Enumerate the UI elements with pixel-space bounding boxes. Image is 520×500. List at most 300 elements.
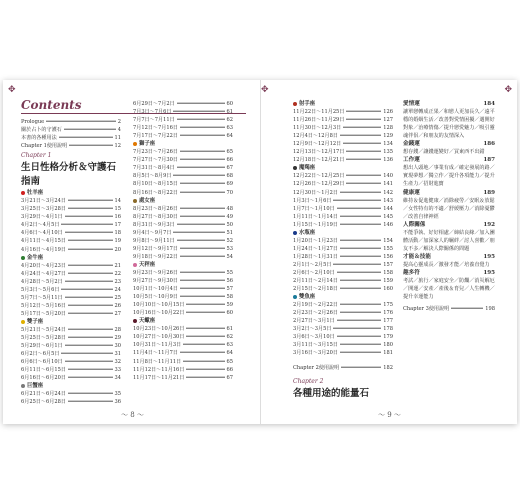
leader-line <box>451 308 483 309</box>
toc-entry-page: 57 <box>226 286 233 293</box>
category-page: 187 <box>483 157 495 164</box>
toc-entry-label: Prologue <box>21 119 45 125</box>
toc-entry-page: 179 <box>383 334 393 341</box>
toc-entry[interactable] <box>21 278 121 286</box>
toc-entry[interactable] <box>293 285 393 293</box>
zodiac-name: 水瓶座 <box>299 229 316 236</box>
toc-entry-page: 154 <box>383 237 393 244</box>
toc-entry-label: 5月17日～5月20日 <box>21 310 66 317</box>
crop-mark-icon: ✥ <box>504 85 512 95</box>
zodiac-name: 天蠍座 <box>139 318 156 325</box>
toc-entry[interactable] <box>21 358 121 366</box>
zodiac-name: 獅子座 <box>139 141 156 148</box>
toc-entry-page: 176 <box>383 310 393 317</box>
toc-entry-label: 1月3日～1月6日 <box>293 197 332 204</box>
leader-line <box>340 248 381 249</box>
toc-entry-label: 4月28日～5月2日 <box>21 278 63 285</box>
zodiac-header <box>21 382 121 390</box>
category-name: 金錢運 <box>403 141 420 148</box>
toc-entry[interactable] <box>21 342 121 350</box>
toc-entry-page: 19 <box>114 238 121 245</box>
toc-entry-page: 182 <box>383 364 393 371</box>
toc-entry-page: 126 <box>383 109 393 116</box>
toc-entry-label: 3月2日～3月5日 <box>293 326 332 333</box>
toc-entry[interactable] <box>293 205 393 213</box>
leader-line <box>177 103 225 104</box>
toc-entry-label: 2月11日～2月14日 <box>293 278 338 285</box>
toc-entry[interactable] <box>133 221 233 229</box>
toc-entry[interactable] <box>133 309 233 317</box>
leader-line <box>177 119 225 120</box>
zodiac-dot-icon <box>133 142 137 146</box>
zodiac-dot-icon <box>133 199 137 203</box>
category-name: 才能＆技能 <box>403 253 431 260</box>
toc-entry-page: 15 <box>114 206 121 213</box>
toc-entry-label: 4月6日～4月10日 <box>21 230 63 237</box>
zodiac-header <box>21 189 121 197</box>
toc-entry-label: 7月17日～7月22日 <box>133 133 178 140</box>
leader-line <box>337 207 382 208</box>
toc-entry-page: 21 <box>114 262 121 269</box>
category-header[interactable] <box>403 156 495 164</box>
zodiac-header <box>293 293 393 301</box>
toc-entry-page: 66 <box>226 157 233 164</box>
toc-entry-page: 128 <box>383 125 393 132</box>
toc-entry-page: 70 <box>226 189 233 196</box>
toc-entry-page: 159 <box>383 278 393 285</box>
toc-entry[interactable] <box>293 108 393 116</box>
leader-line <box>68 200 113 201</box>
toc-entry-page: 56 <box>226 278 233 285</box>
leader-line <box>180 296 225 297</box>
zodiac-dot-icon <box>293 102 297 106</box>
leader-line <box>65 280 113 281</box>
leader-line <box>68 208 113 209</box>
toc-entry[interactable] <box>133 349 233 357</box>
toc-entry-label: 1月15日～1月19日 <box>293 221 338 228</box>
toc-entry-label: 10月16日～10月22日 <box>133 310 185 317</box>
zodiac-name: 天秤座 <box>139 261 156 268</box>
toc-entry[interactable] <box>133 285 233 293</box>
leader-line <box>68 337 113 338</box>
toc-entry[interactable] <box>133 245 233 253</box>
category-description: 想出人頭地／事業有成／確定發展的路／實現夢想／獨立作／提升各項能力／提升生產力／招財進寶 <box>403 165 495 188</box>
leader-line <box>183 360 224 361</box>
toc-entry-page: 59 <box>226 302 233 309</box>
leader-line <box>180 215 225 216</box>
zodiac-name: 處女座 <box>139 197 156 204</box>
toc-entry[interactable] <box>133 100 233 108</box>
zodiac-dot-icon <box>293 295 297 299</box>
toc-entry-page: 28 <box>114 326 121 333</box>
leader-line <box>68 329 113 330</box>
chapter-1-title: 生日性格分析＆守護石指南 <box>21 162 117 188</box>
leader-line <box>340 215 381 216</box>
toc-entry-page: 65 <box>226 149 233 156</box>
toc-entry[interactable] <box>21 326 121 334</box>
leader-line <box>346 159 381 160</box>
toc-entry-label: 4月20日～4月23日 <box>21 262 66 269</box>
toc-entry-label: 2月6日～2月10日 <box>293 269 335 276</box>
category-header[interactable] <box>403 269 495 277</box>
leader-line <box>61 224 112 225</box>
toc-entry[interactable] <box>293 116 393 124</box>
toc-entry-label: 7月31日～8月4日 <box>133 165 175 172</box>
toc-entry-label: 6月25日～6月28日 <box>21 399 66 406</box>
category-name: 人際關係 <box>403 221 426 228</box>
toc-entry-page: 53 <box>226 245 233 252</box>
toc-entry[interactable] <box>21 390 121 398</box>
toc-entry[interactable] <box>293 245 393 253</box>
toc-entry[interactable] <box>21 334 121 342</box>
zodiac-dot-icon <box>133 263 137 267</box>
leader-line <box>65 361 113 362</box>
leader-line <box>343 143 381 144</box>
zodiac-dot-icon <box>21 320 25 324</box>
toc-entry-label: 4月24日～4月27日 <box>21 270 66 277</box>
toc-entry[interactable] <box>293 156 393 164</box>
toc-entry-page: 178 <box>383 326 393 333</box>
toc-entry-label: 12月9日～12月12日 <box>293 141 342 148</box>
toc-entry[interactable] <box>21 205 121 213</box>
toc-entry-label: 8月16日～8月22日 <box>133 189 178 196</box>
leader-line <box>61 353 112 354</box>
toc-entry[interactable] <box>133 325 233 333</box>
leader-line <box>340 280 381 281</box>
leader-line <box>180 127 225 128</box>
category-header[interactable] <box>403 253 495 261</box>
toc-entry-page: 129 <box>383 133 393 140</box>
zodiac-dot-icon <box>293 231 297 235</box>
toc-entry-label: 9月8日～9月11日 <box>133 237 175 244</box>
category-header[interactable] <box>403 221 495 229</box>
toc-entry[interactable] <box>133 189 233 197</box>
leader-line <box>333 328 381 329</box>
toc-entry-label: 11月8日～11月11日 <box>133 358 182 365</box>
toc-entry-label: 2月19日～2月22日 <box>293 302 338 309</box>
zodiac-name: 射手座 <box>299 101 316 107</box>
toc-entry-label: 7月12日～7月16日 <box>133 125 178 132</box>
toc-entry[interactable] <box>293 124 393 132</box>
page-number-right: ～ 9 ～ <box>378 411 401 419</box>
book-spread <box>3 80 517 424</box>
toc-entry[interactable] <box>293 180 393 188</box>
leader-line <box>64 129 116 130</box>
toc-entry[interactable] <box>133 341 233 349</box>
toc-entry-label: 2月1日～2月5日 <box>293 261 332 268</box>
zodiac-header <box>21 318 121 326</box>
toc-entry-page: 67 <box>226 165 233 172</box>
toc-entry-label: 9月12日～9月17日 <box>133 245 178 252</box>
toc-entry-label: 8月27日～8月30日 <box>133 213 178 220</box>
toc-entry[interactable] <box>403 305 495 313</box>
zodiac-header <box>293 229 393 237</box>
toc-entry-label: Chapter 3使用說明 <box>403 306 450 313</box>
leader-line <box>337 272 382 273</box>
toc-entry-label: 5月3日～5月6日 <box>21 286 60 293</box>
toc-entry[interactable] <box>21 229 121 237</box>
toc-entry-page: 35 <box>114 391 121 398</box>
toc-entry[interactable] <box>133 253 233 261</box>
toc-entry[interactable] <box>133 366 233 374</box>
category-name: 愛情運 <box>403 101 420 107</box>
toc-entry[interactable] <box>21 118 121 126</box>
toc-entry[interactable] <box>293 317 393 325</box>
leader-line <box>68 369 113 370</box>
toc-entry-page: 25 <box>114 294 121 301</box>
toc-entry-label: 7月3日～7月6日 <box>133 109 172 116</box>
gutter <box>260 80 261 424</box>
toc-entry-label: 10月1日～10月4日 <box>133 286 178 293</box>
toc-entry-page: 4 <box>117 127 121 134</box>
toc-entry[interactable] <box>133 293 233 301</box>
toc-entry[interactable] <box>293 341 393 349</box>
category-page: 184 <box>483 101 495 107</box>
leader-line <box>346 119 381 120</box>
zodiac-name: 金牛座 <box>27 254 44 261</box>
toc-entry-label: 1月28日～1月31日 <box>293 253 338 260</box>
toc-entry[interactable] <box>293 253 393 261</box>
toc-entry-page: 61 <box>226 109 233 116</box>
toc-entry[interactable] <box>293 213 393 221</box>
toc-entry-page: 134 <box>383 141 393 148</box>
toc-entry[interactable] <box>133 301 233 309</box>
toc-entry[interactable] <box>21 366 121 374</box>
toc-entry[interactable] <box>293 197 393 205</box>
toc-entry-page: 27 <box>114 310 121 317</box>
toc-entry[interactable] <box>133 277 233 285</box>
toc-entry[interactable] <box>293 221 393 229</box>
toc-entry-label: 8月31日～9月3日 <box>133 221 175 228</box>
toc-entry[interactable] <box>293 172 393 180</box>
toc-entry-label: 關於占卜的守護石 <box>21 127 62 134</box>
toc-entry[interactable] <box>133 156 233 164</box>
toc-entry[interactable] <box>293 261 393 269</box>
toc-entry[interactable] <box>21 294 121 302</box>
toc-entry[interactable] <box>21 246 121 254</box>
toc-entry[interactable] <box>133 229 233 237</box>
toc-entry-page: 55 <box>226 269 233 276</box>
toc-entry[interactable] <box>21 262 121 270</box>
category-page: 192 <box>483 221 495 228</box>
toc-entry-page: 30 <box>114 343 121 350</box>
toc-entry-page: 51 <box>226 229 233 236</box>
toc-entry[interactable] <box>21 213 121 221</box>
toc-entry[interactable] <box>21 197 121 205</box>
toc-entry[interactable] <box>133 374 233 382</box>
toc-entry[interactable] <box>133 237 233 245</box>
leader-line <box>68 305 113 306</box>
leader-line <box>341 366 381 367</box>
toc-entry-label: 6月21日～6月24日 <box>21 391 66 398</box>
toc-entry[interactable] <box>133 132 233 140</box>
leader-line <box>180 151 225 152</box>
category-header[interactable] <box>403 140 495 148</box>
toc-entry[interactable] <box>293 237 393 245</box>
toc-entry-label: 12月22日～12月25日 <box>293 173 345 180</box>
leader-line <box>337 336 382 337</box>
toc-entry-label: 5月25日～5月28日 <box>21 335 66 342</box>
toc-entry-page: 2 <box>117 119 121 125</box>
toc-entry[interactable] <box>21 350 121 358</box>
toc-entry-page: 177 <box>383 318 393 325</box>
toc-entry[interactable] <box>293 364 393 372</box>
toc-entry[interactable] <box>293 132 393 140</box>
toc-entry-label: 11月26日～11月29日 <box>293 117 345 124</box>
toc-entry[interactable] <box>133 213 233 221</box>
toc-entry-page: 143 <box>383 197 393 204</box>
toc-entry[interactable] <box>133 333 233 341</box>
toc-entry-label: 2月27日～3月1日 <box>293 318 335 325</box>
zodiac-dot-icon <box>21 191 25 195</box>
toc-entry-label: 3月16日～3月20日 <box>293 350 338 357</box>
category-name: 趣多符 <box>403 269 420 276</box>
leader-line <box>177 239 225 240</box>
leader-line <box>61 288 112 289</box>
zodiac-dot-icon <box>133 319 137 323</box>
toc-entry[interactable] <box>133 358 233 366</box>
toc-entry-label: 1月24日～1月27日 <box>293 245 338 252</box>
toc-entry[interactable] <box>133 108 233 116</box>
toc-entry-label: Chapter 1使用說明 <box>21 143 68 150</box>
toc-entry-label: 3月29日～4月1日 <box>21 214 63 221</box>
category-header[interactable] <box>403 189 495 197</box>
chapter-2-label: Chapter 2 <box>293 377 324 385</box>
category-description: 提高心靈成長／激發才能／培養直覺力 <box>403 261 490 268</box>
toc-entry[interactable] <box>21 134 121 142</box>
zodiac-header <box>133 197 233 205</box>
leader-line <box>186 376 224 377</box>
category-description: 讓單戀轉成正果／和戀人更加長久／遠平穩的婚姻生活／改善對愛情困擾／邁開好對象／治療情傷／提升戀愛魅力／吸引靈魂伴侶／和朋友的友情深入 <box>403 109 495 140</box>
toc-entry-page: 18 <box>114 230 121 237</box>
toc-entry-page: 62 <box>226 117 233 124</box>
leader-line <box>68 401 113 402</box>
crop-mark-icon: ✥ <box>261 85 269 95</box>
toc-entry[interactable] <box>21 142 121 150</box>
toc-entry[interactable] <box>293 148 393 156</box>
leader-line <box>69 145 112 146</box>
leader-line <box>186 304 224 305</box>
leader-line <box>180 135 225 136</box>
toc-entry-label: 12月18日～12月21日 <box>293 157 345 164</box>
toc-entry-page: 142 <box>383 189 393 196</box>
toc-entry-page: 65 <box>226 358 233 365</box>
toc-entry[interactable] <box>133 164 233 172</box>
category-page: 189 <box>483 189 495 196</box>
leader-line <box>68 272 113 273</box>
leader-line <box>68 248 113 249</box>
toc-entry[interactable] <box>293 140 393 148</box>
toc-entry[interactable] <box>21 237 121 245</box>
toc-entry-label: 3月25日～3月28日 <box>21 206 66 213</box>
toc-column-1 <box>21 118 121 406</box>
leader-line <box>180 256 225 257</box>
toc-entry[interactable] <box>133 172 233 180</box>
toc-entry[interactable] <box>293 349 393 357</box>
leader-line <box>340 352 381 353</box>
toc-entry[interactable] <box>21 221 121 229</box>
leader-line <box>177 167 225 168</box>
toc-entry[interactable] <box>133 180 233 188</box>
toc-entry[interactable] <box>21 310 121 318</box>
toc-entry[interactable] <box>21 126 121 134</box>
zodiac-header <box>133 140 233 148</box>
toc-entry-label: 5月21日～5月24日 <box>21 326 66 333</box>
toc-entry[interactable] <box>133 148 233 156</box>
leader-line <box>340 135 381 136</box>
category-description: 想存錢／讓錢運變好／買東西不出錯 <box>403 149 485 156</box>
toc-entry-page: 64 <box>226 133 233 140</box>
toc-entry-label: 3月21日～3月24日 <box>21 198 66 205</box>
toc-entry[interactable] <box>293 269 393 277</box>
leader-line <box>180 159 225 160</box>
toc-entry-label: 10月27日～10月30日 <box>133 334 185 341</box>
toc-entry-page: 54 <box>226 253 233 260</box>
toc-entry[interactable] <box>293 325 393 333</box>
toc-entry-label: 1月11日～1月14日 <box>293 213 338 220</box>
toc-entry-label: 10月10日～10月15日 <box>133 302 185 309</box>
zodiac-name: 雙魚座 <box>299 294 316 301</box>
toc-entry[interactable] <box>21 374 121 382</box>
toc-entry[interactable] <box>133 205 233 213</box>
toc-entry-label: 11月17日～11月21日 <box>133 374 185 381</box>
toc-entry[interactable] <box>293 277 393 285</box>
toc-entry-page: 31 <box>114 351 121 358</box>
toc-entry-page: 50 <box>226 221 233 228</box>
toc-entry-label: 11月12日～11月16日 <box>133 366 185 373</box>
toc-entry[interactable] <box>133 116 233 124</box>
toc-entry-page: 146 <box>383 221 393 228</box>
leader-line <box>68 264 113 265</box>
toc-entry[interactable] <box>293 189 393 197</box>
toc-entry-label: 11月30日～12月3日 <box>293 125 342 132</box>
toc-entry[interactable] <box>293 309 393 317</box>
toc-entry[interactable] <box>21 270 121 278</box>
toc-entry[interactable] <box>21 398 121 406</box>
leader-line <box>59 137 113 138</box>
zodiac-header <box>21 254 121 262</box>
zodiac-name: 魔羯座 <box>299 165 316 172</box>
toc-entry-label: 2月15日～2月18日 <box>293 286 338 293</box>
toc-entry[interactable] <box>133 269 233 277</box>
toc-entry-label: 6月11日～6月15日 <box>21 367 66 374</box>
leader-line <box>173 231 224 232</box>
toc-entry-page: 63 <box>226 125 233 132</box>
category-description: 維持＆促進健康／消除疲勞／安眠＆放鬆／女性特有的不適／舒緩壓力／消除憂鬱／改善自律神經 <box>403 197 495 220</box>
toc-entry[interactable] <box>293 301 393 309</box>
leader-line <box>346 183 381 184</box>
zodiac-header <box>293 100 393 108</box>
toc-entry-label: 3月11日～3月15日 <box>293 342 338 349</box>
leader-line <box>46 121 116 122</box>
leader-line <box>180 288 225 289</box>
toc-entry-page: 64 <box>226 350 233 357</box>
toc-entry-page: 175 <box>383 302 393 309</box>
toc-entry-label: 1月7日～1月10日 <box>293 205 335 212</box>
leader-line <box>65 345 113 346</box>
toc-entry-page: 36 <box>114 399 121 406</box>
leader-line <box>337 320 382 321</box>
toc-entry[interactable] <box>133 124 233 132</box>
leader-line <box>180 248 225 249</box>
leader-line <box>333 199 381 200</box>
toc-entry[interactable] <box>21 302 121 310</box>
zodiac-dot-icon <box>21 384 25 388</box>
toc-entry-page: 156 <box>383 253 393 260</box>
toc-entry[interactable] <box>293 333 393 341</box>
category-header[interactable] <box>403 100 495 108</box>
toc-entry[interactable] <box>21 286 121 294</box>
